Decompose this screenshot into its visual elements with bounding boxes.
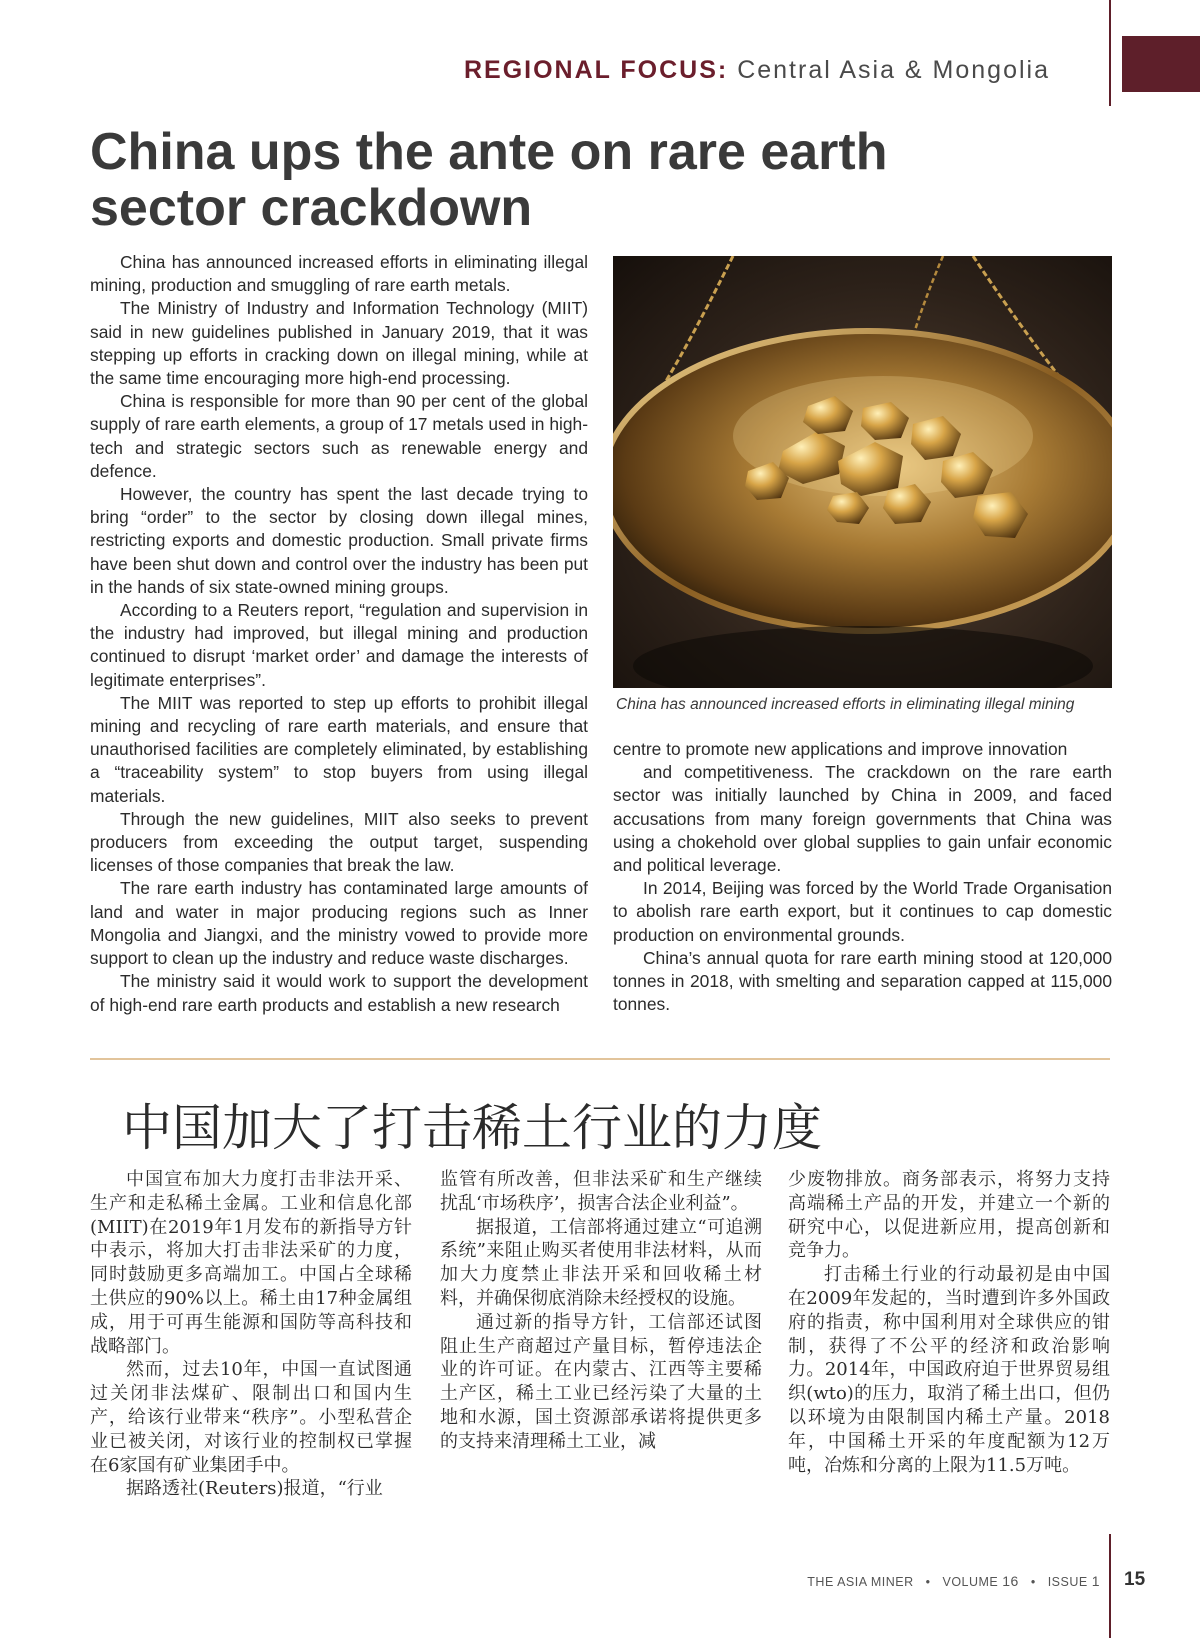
section-divider (90, 1058, 1110, 1060)
chinese-paragraph: 据路透社(Reuters)报道，“行业 (126, 1478, 383, 1500)
bottom-vertical-rule (1109, 1534, 1111, 1638)
chinese-paragraph: 然而，过去10年，中国一直试图通过关闭非法煤矿、限制出口和国内生产，给该行业带来“秩序”。小型私营企业已被关闭，对该行业的控制权已掌握在6家国有矿业集团手中。 (90, 1359, 412, 1476)
article-paragraph: The rare earth industry has contaminated large amounts of land and water in major producing regions such as Inner Mongolia and Jiangxi, and the ministry vowed to provide more support to clean up the industry and reduce waste discharges. (90, 878, 588, 969)
footer-issue-label: ISSUE (1047, 1575, 1088, 1589)
footer-separator: • (925, 1575, 931, 1589)
article-column-left (90, 251, 588, 1017)
article-paragraph: In 2014, Beijing was forced by the World Trade Organisation to abolish rare earth export, but it continues to cap domestic production on environmental grounds. (613, 878, 1112, 945)
article-paragraph: The Ministry of Industry and Information Technology (MIIT) said in new guidelines published in January 2019, that it was stepping up efforts in cracking down on illegal mining, while at the same time encouraging more high-end processing. (90, 298, 588, 389)
article-paragraph: Through the new guidelines, MIIT also seeks to prevent producers from exceeding the output target, suspending licenses of those companies that break the law. (90, 808, 588, 876)
article-paragraph: China is responsible for more than 90 per cent of the global supply of rare earth elements, a group of 17 metals used in high-tech and strategic sectors such as renewable energy and defence. (90, 391, 588, 481)
section-header-label: REGIONAL FOCUS: (463, 56, 729, 84)
page-footer (807, 1573, 1100, 1589)
chinese-paragraph: 中国宣布加大力度打击非法开采、生产和走私稀土金属。工业和信息化部(MIIT)在2019年1月发布的新指导方针中表示，将加大打击非法采矿的力度，同时鼓励更多高端加工。中国占全球稀土供应的90%以上。稀土由17种金属组成，用于可再生能源和国防等高科技和战略部门。 (90, 1169, 412, 1357)
section-header-region: Central Asia & Mongolia (737, 56, 1050, 84)
article-title-line-1: China ups the ante on rare earth (90, 123, 888, 181)
footer-issue: 1 (1091, 1573, 1100, 1589)
chinese-paragraph: 通过新的指导方针，工信部还试图阻止生产商超过产量目标，暂停违法企业的许可证。在内蒙古、江西等主要稀土产区，稀土工业已经污染了大量的土地和水源，国土资源部承诺将提供更多的支持来清理稀土工业，减 (440, 1311, 762, 1452)
section-header (464, 56, 1050, 85)
chinese-column-2 (440, 1168, 762, 1454)
gold-nuggets-scale-image (613, 256, 1112, 688)
chinese-title: 中国加大了打击稀土行业的力度 (122, 1099, 822, 1157)
chinese-paragraph: 据报道，工信部将通过建立“可追溯系统”来阻止购买者使用非法材料，从而加大力度禁止非法开采和回收稀土材料，并确保彻底消除未经授权的设施。 (440, 1216, 762, 1309)
chinese-paragraph: 少废物排放。商务部表示，将努力支持高端稀土产品的开发，并建立一个新的研究中心，以促进新应用，提高创新和竞争力。 (788, 1169, 1110, 1262)
page-number: 15 (1124, 1569, 1146, 1590)
article-paragraph: According to a Reuters report, “regulation and supervision in the industry had improved, but illegal mining and production continued to disrupt ‘market order’ and damage the interests of legitimate enterprises”. (90, 600, 588, 690)
article-paragraph: and competitiveness. The crackdown on the rare earth sector was initially launched by China in 2009, and faced accusations from many foreign governments that China was using a chokehold over global supplies to gain unfair economic and political leverage. (613, 762, 1112, 876)
article-paragraph: centre to promote new applications and improve innovation (613, 739, 1068, 759)
chinese-paragraph: 打击稀土行业的行动最初是由中国在2009年发起的，当时遭到许多外国政府的指责，称中国利用对全球供应的钳制，获得了不公平的经济和政治影响力。2014年，中国政府迫于世界贸易组织(wto)的压力，取消了稀土出口，但仍以环境为由限制国内稀土产量。2018年，中国稀土开采的年度配额为12万吨，冶炼和分离的上限为11.5万吨。 (788, 1264, 1110, 1476)
article-paragraph: China’s annual quota for rare earth mining stood at 120,000 tonnes in 2018, with smelting and separation capped at 115,000 tonnes. (613, 947, 1112, 1015)
article-photo (613, 256, 1112, 688)
footer-volume-label: VOLUME (942, 1575, 999, 1589)
chinese-column-3 (788, 1168, 1110, 1477)
article-column-right (613, 738, 1112, 1016)
chinese-paragraph: 监管有所改善，但非法采矿和生产继续扰乱‘市场秩序’，损害合法企业利益”。 (440, 1169, 762, 1214)
footer-publication: THE ASIA MINER (807, 1575, 914, 1589)
article-paragraph: However, the country has spent the last decade trying to bring “order” to the sector by closing down illegal mines, restricting exports and domestic production. Small private firms have been shut down and control over the industry has been put in the hands of six state-owned mining groups. (90, 484, 588, 597)
footer-volume: 16 (1002, 1573, 1019, 1589)
chinese-column-1 (90, 1168, 412, 1501)
article-paragraph: China has announced increased efforts in eliminating illegal mining, production and smuggling of rare earth metals. (90, 252, 588, 296)
article-paragraph: The ministry said it would work to support the development of high-end rare earth products and establish a new research (90, 971, 588, 1015)
top-vertical-rule (1109, 0, 1111, 106)
article-title (90, 124, 990, 236)
section-accent-block (1122, 36, 1200, 92)
article-paragraph: The MIIT was reported to step up efforts to prohibit illegal mining and recycling of rare earth materials, and ensure that unauthorised facilities are completely eliminated, by establishing a “traceability system” to stop buyers from using illegal materials. (90, 692, 588, 806)
photo-caption: China has announced increased efforts in eliminating illegal mining (616, 696, 1075, 713)
article-title-line-2: sector crackdown (90, 179, 533, 237)
footer-separator: • (1030, 1575, 1036, 1589)
